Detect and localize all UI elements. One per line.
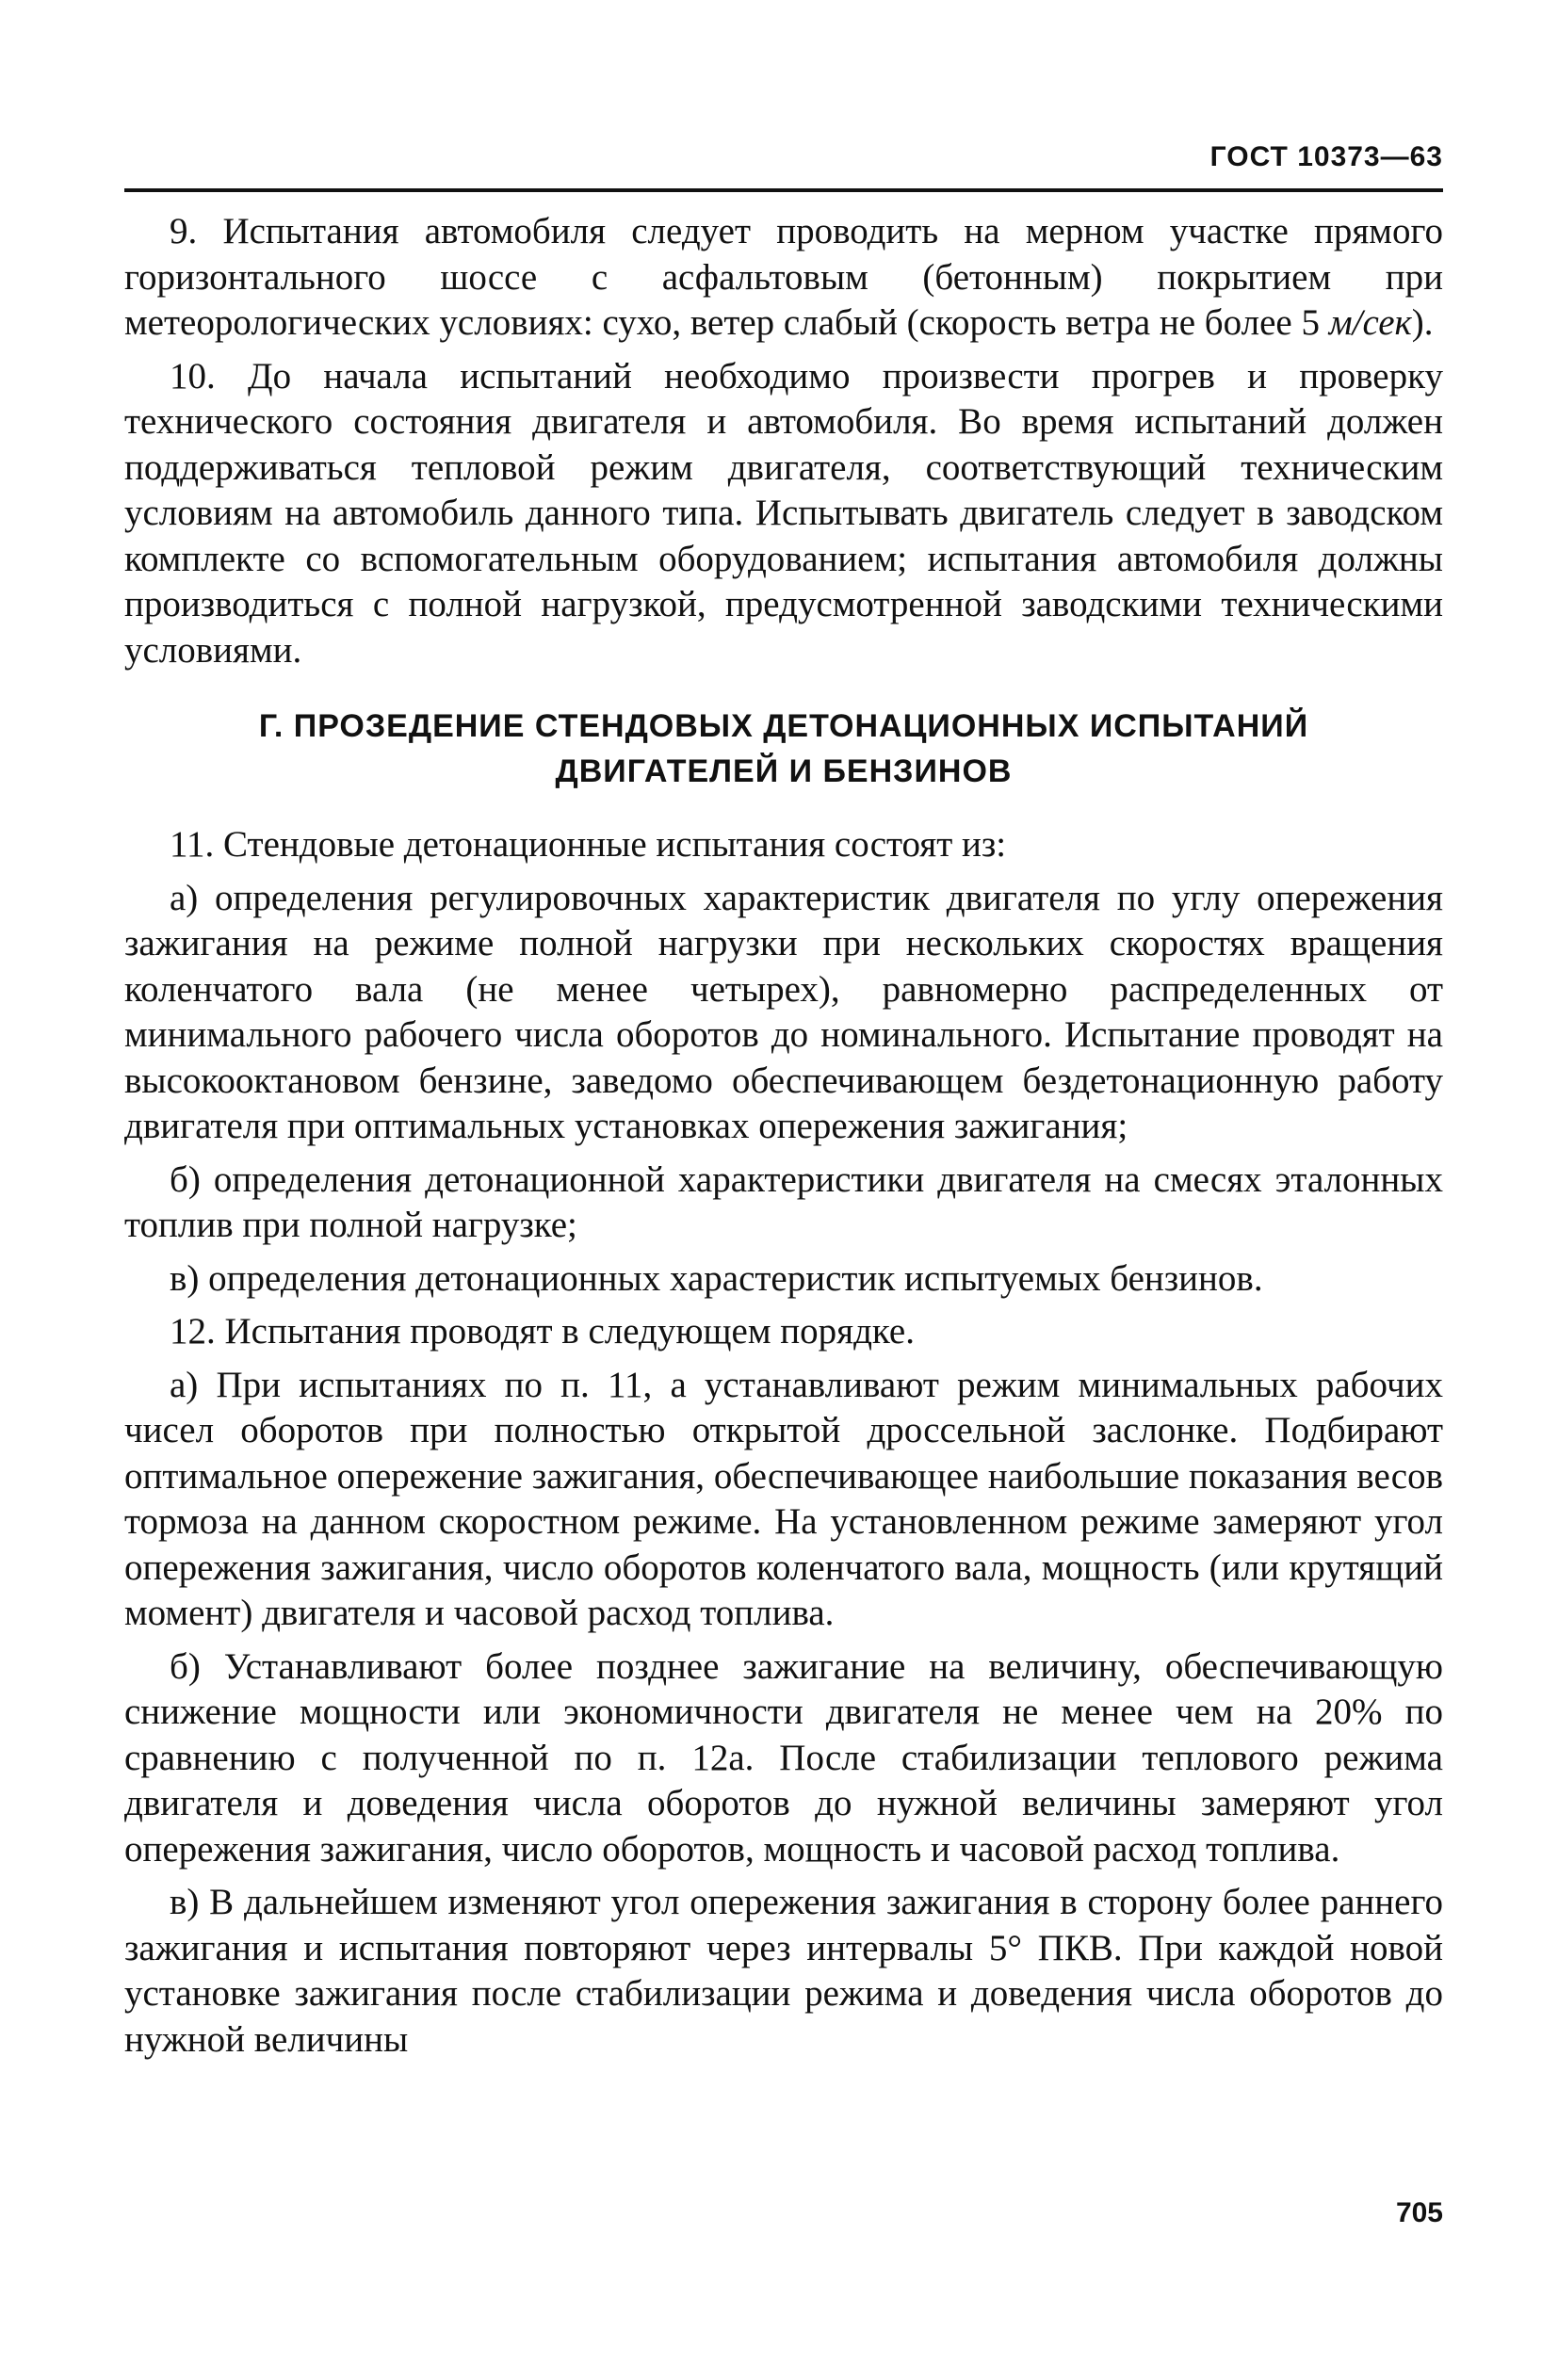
- document-body: [124, 209, 1443, 2063]
- paragraph-12b: б) Устанавливают более позднее зажигание на величину, обеспечивающую снижение мощности или экономичности двигателя не менее чем на 20% по сравнению с полученной по п. 12а. После стабилизации теплового режима двигателя и доведения числа оборотов до нужной величины замеряют угол опережения зажигания, число оборотов, мощность и часовой расход топлива.: [124, 1645, 1443, 1870]
- paragraph-9: [124, 209, 1443, 347]
- speed-unit: м/сек: [1328, 302, 1412, 343]
- paragraph-11b: б) определения детонационной характеристики двигателя на смесях эталонных топлив при полной нагрузке;: [124, 1158, 1443, 1245]
- section-heading: [124, 704, 1443, 794]
- section-heading-line-1: Г. ПРОЗЕДЕНИЕ СТЕНДОВЫХ ДЕТОНАЦИОННЫХ ИСПЫТАНИЙ: [258, 708, 1309, 744]
- page-number: 705: [1395, 2197, 1443, 2228]
- paragraph-11: 11. Стендовые детонационные испытания состоят из:: [170, 824, 1007, 865]
- paragraph-12: 12. Испытания проводят в следующем порядке.: [170, 1311, 915, 1352]
- header-rule: [124, 188, 1443, 192]
- paragraph-10: 10. До начала испытаний необходимо произвести прогрев и проверку технического состояния двигателя и автомобиля. Во время испытаний должен поддерживаться тепловой режим двигателя, соответствующий техническим условиям на автомобиль данного типа. Испытывать двигатель следует в заводском комплекте со вспомогательным оборудованием; испытания автомобиля должны производиться с полной нагрузкой, предусмотренной заводскими техническими условиями.: [124, 355, 1443, 671]
- section-heading-line-2: ДВИГАТЕЛЕЙ И БЕНЗИНОВ: [555, 753, 1013, 789]
- paragraph-9-end: ).: [1411, 302, 1434, 343]
- paragraph-12v: в) В дальнейшем изменяют угол опережения зажигания в сторону более раннего зажигания и испытания повторяют через интервалы 5° ПКВ. При каждой новой установке зажигания после стабилизации режима и доведения числа оборотов до нужной величины: [124, 1882, 1443, 2060]
- paragraph-9-text: 9. Испытания автомобиля следует проводить на мерном участке прямого горизонтального шоссе с асфальтовым (бетонным) покрытием при метеорологических условиях: сухо, ветер слабый (скорость ветра не более 5: [124, 211, 1443, 343]
- document-page: [124, 141, 1443, 2070]
- paragraph-11v: в) определения детонационных харастеристик испытуемых бензинов.: [170, 1257, 1263, 1299]
- paragraph-12a: а) При испытаниях по п. 11, а устанавливают режим минимальных рабочих чисел оборотов при полностью открытой дроссельной заслонке. Подбирают оптимальное опережение зажигания, обеспечивающее наибольшие показания весов тормоза на данном скоростном режиме. На установленном режиме замеряют угол опережения зажигания, число оборотов коленчатого вала, мощность (или крутящий момент) двигателя и часовой расход топлива.: [124, 1364, 1443, 1633]
- page-header: ГОСТ 10373—63: [1209, 141, 1443, 172]
- paragraph-11a: а) определения регулировочных характеристик двигателя по углу опережения зажигания на режиме полной нагрузки при нескольких скоростях вращения коленчатого вала (не менее четырех), равномерно распределенных от минимального рабочего числа оборотов до номинального. Испытание проводят на высокооктановом бензине, заведомо обеспечивающем бездетонационную работу двигателя при оптимальных установках опережения зажигания;: [124, 877, 1443, 1146]
